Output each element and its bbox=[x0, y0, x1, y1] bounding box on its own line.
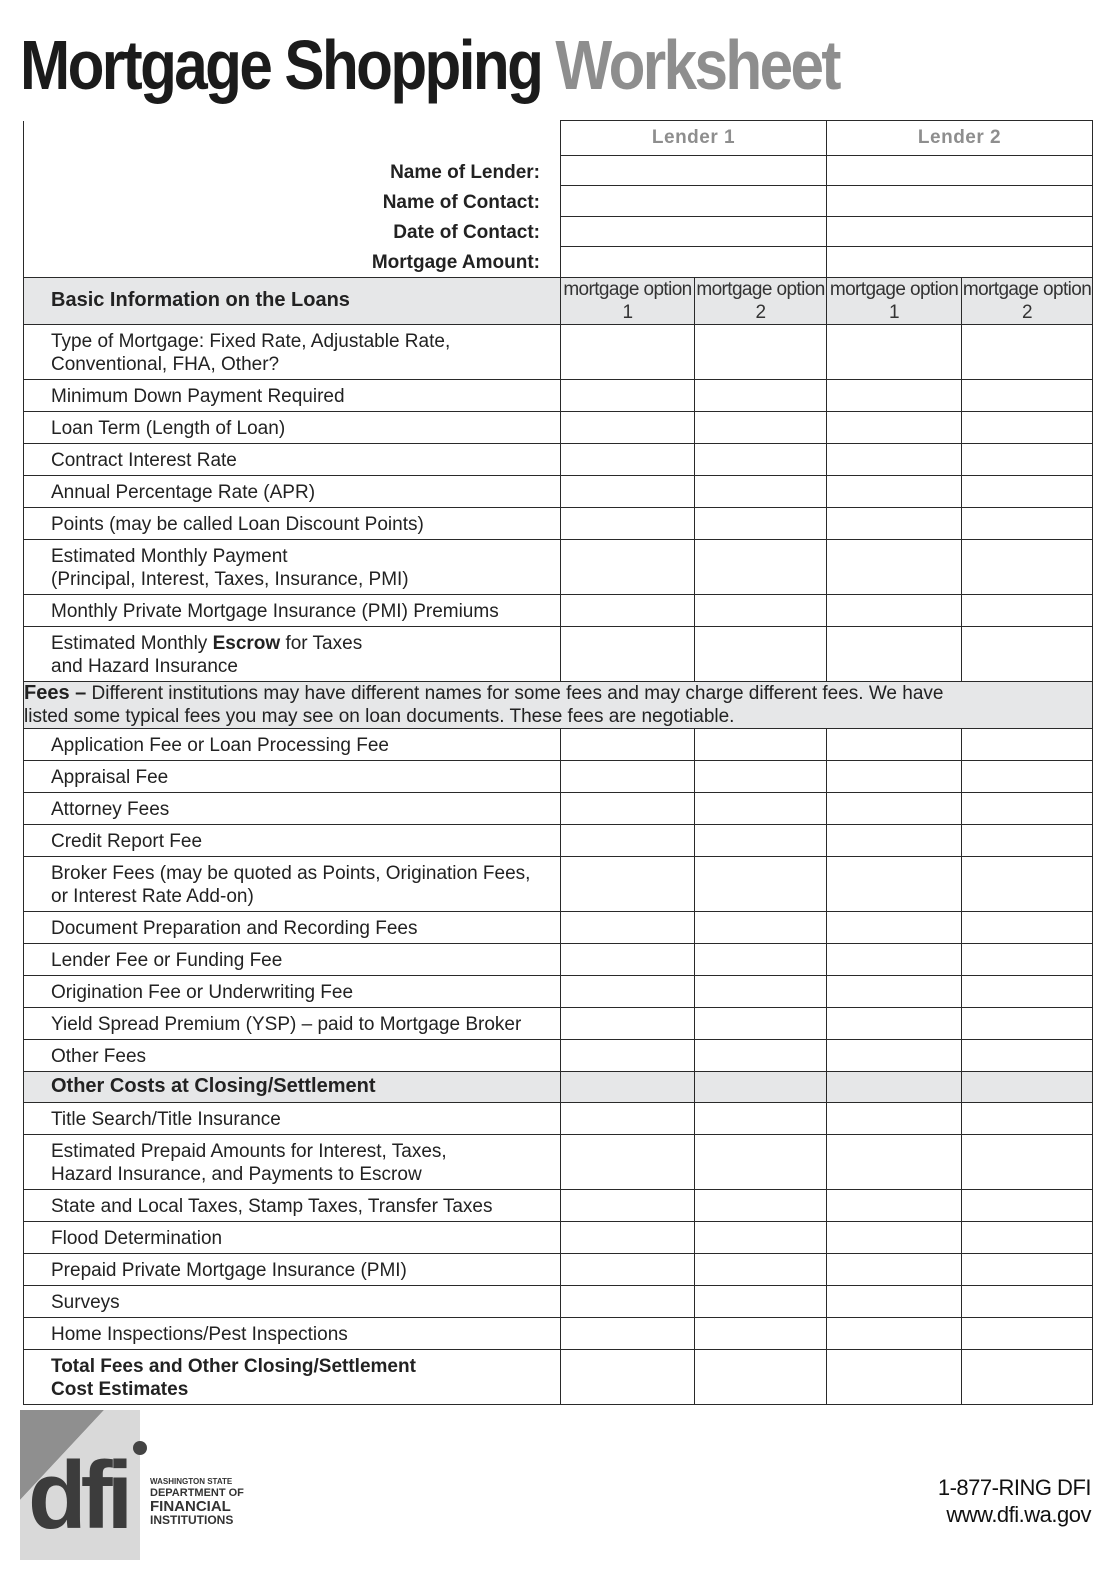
input-cell[interactable] bbox=[695, 792, 827, 824]
row-label-line: Estimated Monthly Payment bbox=[51, 545, 288, 567]
input-cell[interactable] bbox=[827, 824, 962, 856]
logo-line-4: INSTITUTIONS bbox=[150, 1513, 234, 1527]
input-cell[interactable] bbox=[827, 760, 962, 792]
row-label-line: Estimated Prepaid Amounts for Interest, Taxes, bbox=[51, 1140, 447, 1162]
row-label bbox=[24, 507, 561, 539]
input-cell[interactable] bbox=[695, 594, 827, 626]
fees-note-line: listed some typical fees you may see on loan documents. These fees are negotiable. bbox=[24, 705, 735, 727]
table-row bbox=[24, 594, 1093, 626]
input-cell[interactable] bbox=[827, 856, 962, 911]
row-label bbox=[24, 1349, 561, 1404]
input-cell[interactable] bbox=[695, 1134, 827, 1189]
section-title: Basic Information on the Loans bbox=[24, 277, 561, 324]
input-cell[interactable] bbox=[695, 539, 827, 594]
input-cell[interactable] bbox=[695, 943, 827, 975]
option-heading: mortgage option 2 bbox=[962, 278, 1092, 323]
row-label-line: State and Local Taxes, Stamp Taxes, Transfer Taxes bbox=[51, 1195, 493, 1217]
phone-number: 1-877-RING DFI bbox=[937, 1475, 1091, 1500]
input-cell[interactable] bbox=[695, 626, 827, 681]
row-label-line: Hazard Insurance, and Payments to Escrow bbox=[51, 1163, 422, 1185]
input-cell[interactable] bbox=[695, 324, 827, 379]
input-cell[interactable] bbox=[962, 626, 1093, 681]
input-cell[interactable] bbox=[695, 1102, 827, 1134]
row-label-line: Yield Spread Premium (YSP) – paid to Mortgage Broker bbox=[51, 1013, 522, 1035]
escrow-post: for Taxes bbox=[280, 632, 363, 654]
section-filler bbox=[827, 1071, 962, 1102]
input-cell[interactable] bbox=[962, 1039, 1093, 1071]
table-row bbox=[24, 728, 1093, 760]
input-cell[interactable] bbox=[561, 824, 695, 856]
input-cell[interactable] bbox=[962, 411, 1093, 443]
input-cell[interactable] bbox=[827, 1039, 962, 1071]
input-cell[interactable] bbox=[827, 1253, 962, 1285]
row-label bbox=[24, 1039, 561, 1071]
row-label-line: Contract Interest Rate bbox=[51, 449, 237, 471]
row-label bbox=[24, 1189, 561, 1221]
input-cell[interactable] bbox=[695, 856, 827, 911]
input-cell[interactable] bbox=[561, 1189, 695, 1221]
input-cell[interactable] bbox=[827, 539, 962, 594]
input-cell[interactable] bbox=[827, 1349, 962, 1404]
row-label bbox=[24, 475, 561, 507]
input-cell[interactable] bbox=[561, 1102, 695, 1134]
input-cell[interactable] bbox=[561, 760, 695, 792]
table-row bbox=[24, 760, 1093, 792]
section-filler bbox=[962, 1071, 1093, 1102]
row-label-line: Monthly Private Mortgage Insurance (PMI) Premiums bbox=[51, 600, 499, 622]
lender-heading: Lender 1 bbox=[561, 121, 827, 156]
input-cell[interactable] bbox=[695, 1317, 827, 1349]
row-label-line: Conventional, FHA, Other? bbox=[51, 353, 280, 375]
row-label-line: (Principal, Interest, Taxes, Insurance, PMI) bbox=[51, 568, 409, 590]
input-cell[interactable] bbox=[695, 1349, 827, 1404]
input-cell[interactable] bbox=[695, 975, 827, 1007]
table-row bbox=[24, 475, 1093, 507]
input-cell[interactable] bbox=[962, 856, 1093, 911]
basic-section-header bbox=[24, 277, 1093, 324]
row-label bbox=[24, 539, 561, 594]
input-cell[interactable] bbox=[695, 728, 827, 760]
lender-info-label: Mortgage Amount: bbox=[371, 251, 540, 273]
table-row bbox=[24, 943, 1093, 975]
input-cell[interactable] bbox=[695, 1285, 827, 1317]
input-cell[interactable] bbox=[561, 975, 695, 1007]
input-cell[interactable] bbox=[962, 760, 1093, 792]
input-cell[interactable] bbox=[962, 594, 1093, 626]
table-row bbox=[24, 975, 1093, 1007]
input-cell[interactable] bbox=[962, 1007, 1093, 1039]
input-cell[interactable] bbox=[561, 1221, 695, 1253]
row-label bbox=[24, 1134, 561, 1189]
input-cell[interactable] bbox=[962, 507, 1093, 539]
table-row bbox=[24, 1102, 1093, 1134]
section-filler bbox=[695, 1071, 827, 1102]
input-cell[interactable] bbox=[962, 379, 1093, 411]
input-cell[interactable] bbox=[962, 943, 1093, 975]
input-cell[interactable] bbox=[827, 411, 962, 443]
row-label-line: or Interest Rate Add-on) bbox=[51, 885, 254, 907]
total-row bbox=[24, 1349, 1093, 1404]
row-label bbox=[24, 411, 561, 443]
row-label bbox=[24, 1317, 561, 1349]
lender-2-input[interactable] bbox=[827, 155, 1093, 185]
input-cell[interactable] bbox=[561, 1317, 695, 1349]
input-cell[interactable] bbox=[962, 975, 1093, 1007]
row-label-line: Annual Percentage Rate (APR) bbox=[51, 481, 316, 503]
row-label-line: Flood Determination bbox=[51, 1227, 223, 1249]
lender-2-input[interactable] bbox=[827, 186, 1093, 216]
input-cell[interactable] bbox=[561, 379, 695, 411]
table-row bbox=[24, 1285, 1093, 1317]
fees-note-text: Different institutions may have different names for some fees and may charge different fees. We have bbox=[86, 682, 944, 704]
input-cell[interactable] bbox=[561, 1039, 695, 1071]
row-label bbox=[24, 443, 561, 475]
website-link[interactable]: www.dfi.wa.gov bbox=[946, 1502, 1091, 1527]
input-cell[interactable] bbox=[962, 1134, 1093, 1189]
input-cell[interactable] bbox=[962, 1102, 1093, 1134]
lender-info-label: Name of Contact: bbox=[382, 191, 540, 213]
row-label-line: Loan Term (Length of Loan) bbox=[51, 417, 286, 439]
input-cell[interactable] bbox=[827, 911, 962, 943]
input-cell[interactable] bbox=[561, 1134, 695, 1189]
input-cell[interactable] bbox=[827, 507, 962, 539]
input-cell[interactable] bbox=[695, 911, 827, 943]
input-cell[interactable] bbox=[561, 856, 695, 911]
input-cell[interactable] bbox=[561, 1349, 695, 1404]
table-row bbox=[24, 324, 1093, 379]
row-label-line: Cost Estimates bbox=[51, 1378, 189, 1400]
row-label bbox=[24, 792, 561, 824]
input-cell[interactable] bbox=[561, 1253, 695, 1285]
row-label-line: Surveys bbox=[51, 1291, 120, 1313]
input-cell[interactable] bbox=[695, 443, 827, 475]
row-label bbox=[24, 856, 561, 911]
escrow-pre: Estimated Monthly bbox=[51, 632, 213, 654]
input-cell[interactable] bbox=[962, 1349, 1093, 1404]
input-cell[interactable] bbox=[962, 1221, 1093, 1253]
lender-1-input[interactable] bbox=[561, 247, 827, 278]
input-cell[interactable] bbox=[695, 507, 827, 539]
row-label-line: Type of Mortgage: Fixed Rate, Adjustable Rate, bbox=[51, 330, 451, 352]
input-cell[interactable] bbox=[962, 1253, 1093, 1285]
table-row bbox=[24, 379, 1093, 411]
table-row bbox=[24, 1039, 1093, 1071]
lender-info-label: Name of Lender: bbox=[390, 161, 540, 183]
input-cell[interactable] bbox=[827, 379, 962, 411]
option-heading: mortgage option 2 bbox=[696, 278, 825, 323]
section-title: Fees – bbox=[24, 681, 87, 704]
input-cell[interactable] bbox=[695, 1189, 827, 1221]
fees-note bbox=[24, 681, 1093, 728]
input-cell[interactable] bbox=[827, 475, 962, 507]
row-label bbox=[24, 760, 561, 792]
table-row bbox=[24, 1007, 1093, 1039]
row-label-line: Title Search/Title Insurance bbox=[51, 1108, 281, 1130]
escrow-bold: Escrow bbox=[212, 632, 281, 654]
fees-note-line bbox=[24, 682, 1092, 705]
closing-section-header bbox=[24, 1071, 1093, 1102]
logo-line-3: FINANCIAL bbox=[150, 1498, 231, 1515]
lender-1-input[interactable] bbox=[561, 216, 827, 246]
lender-1-input[interactable] bbox=[561, 155, 827, 185]
input-cell[interactable] bbox=[962, 824, 1093, 856]
row-label-line: and Hazard Insurance bbox=[51, 655, 238, 677]
worksheet-table bbox=[23, 120, 1093, 1405]
input-cell[interactable] bbox=[827, 626, 962, 681]
row-label-line: Appraisal Fee bbox=[51, 766, 169, 788]
input-cell[interactable] bbox=[561, 1007, 695, 1039]
contact-info bbox=[938, 1474, 1091, 1528]
row-label-line: Other Fees bbox=[51, 1045, 147, 1067]
input-cell[interactable] bbox=[962, 539, 1093, 594]
input-cell[interactable] bbox=[827, 1221, 962, 1253]
row-label bbox=[24, 911, 561, 943]
table-row bbox=[24, 824, 1093, 856]
lender-info-labels bbox=[24, 121, 561, 278]
input-cell[interactable] bbox=[827, 324, 962, 379]
row-label-line: Document Preparation and Recording Fees bbox=[51, 917, 418, 939]
row-label-line: Home Inspections/Pest Inspections bbox=[51, 1323, 348, 1345]
row-label-line: Attorney Fees bbox=[51, 798, 170, 820]
lender-info-label-list bbox=[24, 121, 550, 277]
row-label-line: Lender Fee or Funding Fee bbox=[51, 949, 283, 971]
input-cell[interactable] bbox=[561, 507, 695, 539]
row-label bbox=[24, 943, 561, 975]
input-cell[interactable] bbox=[962, 728, 1093, 760]
input-cell[interactable] bbox=[695, 475, 827, 507]
input-cell[interactable] bbox=[561, 411, 695, 443]
row-label bbox=[24, 1007, 561, 1039]
input-cell[interactable] bbox=[695, 824, 827, 856]
input-cell[interactable] bbox=[561, 1285, 695, 1317]
lender-header-row bbox=[24, 121, 1093, 156]
row-label bbox=[24, 1221, 561, 1253]
input-cell[interactable] bbox=[827, 1007, 962, 1039]
row-label-line bbox=[51, 632, 560, 655]
row-label-line: Origination Fee or Underwriting Fee bbox=[51, 981, 354, 1003]
row-label bbox=[24, 1102, 561, 1134]
input-cell[interactable] bbox=[962, 1317, 1093, 1349]
input-cell[interactable] bbox=[561, 792, 695, 824]
table-row bbox=[24, 411, 1093, 443]
logo-dot bbox=[133, 1441, 147, 1455]
table-row bbox=[24, 626, 1093, 681]
input-cell[interactable] bbox=[827, 792, 962, 824]
row-label bbox=[24, 379, 561, 411]
table-row bbox=[24, 539, 1093, 594]
table-row bbox=[24, 911, 1093, 943]
title-part-1: Mortgage Shopping bbox=[20, 26, 542, 104]
input-cell[interactable] bbox=[962, 443, 1093, 475]
input-cell[interactable] bbox=[695, 1221, 827, 1253]
lender-1-input[interactable] bbox=[561, 186, 827, 216]
lender-2-input[interactable] bbox=[827, 247, 1093, 278]
input-cell[interactable] bbox=[827, 1317, 962, 1349]
row-label bbox=[24, 1253, 561, 1285]
logo-line-2: DEPARTMENT OF bbox=[150, 1487, 244, 1499]
input-cell[interactable] bbox=[561, 539, 695, 594]
input-cell[interactable] bbox=[962, 475, 1093, 507]
logo-letters: dfi bbox=[28, 1442, 128, 1549]
input-cell[interactable] bbox=[561, 626, 695, 681]
fees-section-header bbox=[24, 681, 1093, 728]
lender-2-input[interactable] bbox=[827, 216, 1093, 246]
table-row bbox=[24, 1253, 1093, 1285]
input-cell[interactable] bbox=[561, 475, 695, 507]
row-label bbox=[24, 1285, 561, 1317]
input-cell[interactable] bbox=[695, 1007, 827, 1039]
input-cell[interactable] bbox=[561, 943, 695, 975]
table-row bbox=[24, 1221, 1093, 1253]
input-cell[interactable] bbox=[561, 443, 695, 475]
lender-info-label: Date of Contact: bbox=[393, 221, 540, 243]
lender-heading: Lender 2 bbox=[827, 121, 1093, 156]
input-cell[interactable] bbox=[962, 792, 1093, 824]
input-cell[interactable] bbox=[561, 911, 695, 943]
page-title bbox=[20, 26, 839, 104]
input-cell[interactable] bbox=[827, 443, 962, 475]
table-row bbox=[24, 443, 1093, 475]
row-label bbox=[24, 824, 561, 856]
table-row bbox=[24, 507, 1093, 539]
input-cell[interactable] bbox=[561, 324, 695, 379]
row-label bbox=[24, 324, 561, 379]
input-cell[interactable] bbox=[827, 594, 962, 626]
table-row bbox=[24, 1317, 1093, 1349]
input-cell[interactable] bbox=[962, 1189, 1093, 1221]
dfi-logo bbox=[20, 1410, 280, 1560]
input-cell[interactable] bbox=[962, 1285, 1093, 1317]
option-heading: mortgage option 1 bbox=[827, 277, 962, 324]
row-label bbox=[24, 626, 561, 681]
section-title: Other Costs at Closing/Settlement bbox=[24, 1071, 561, 1102]
row-label bbox=[24, 594, 561, 626]
input-cell[interactable] bbox=[962, 911, 1093, 943]
row-label-line: Points (may be called Loan Discount Points) bbox=[51, 513, 424, 535]
logo-line-1: WASHINGTON STATE bbox=[150, 1477, 233, 1486]
input-cell[interactable] bbox=[827, 1134, 962, 1189]
table-row bbox=[24, 856, 1093, 911]
input-cell[interactable] bbox=[561, 594, 695, 626]
input-cell[interactable] bbox=[827, 1189, 962, 1221]
row-label-line: Application Fee or Loan Processing Fee bbox=[51, 734, 389, 756]
row-label-line: Broker Fees (may be quoted as Points, Origination Fees, bbox=[51, 862, 531, 884]
table-row bbox=[24, 1189, 1093, 1221]
input-cell[interactable] bbox=[827, 1102, 962, 1134]
input-cell[interactable] bbox=[695, 379, 827, 411]
row-label bbox=[24, 975, 561, 1007]
table-row bbox=[24, 792, 1093, 824]
input-cell[interactable] bbox=[962, 324, 1093, 379]
row-label-line: Prepaid Private Mortgage Insurance (PMI) bbox=[51, 1259, 407, 1281]
input-cell[interactable] bbox=[827, 1285, 962, 1317]
row-label bbox=[24, 728, 561, 760]
row-label-line: Credit Report Fee bbox=[51, 830, 203, 852]
title-part-2: Worksheet bbox=[555, 26, 839, 104]
section-filler bbox=[561, 1071, 695, 1102]
input-cell[interactable] bbox=[827, 975, 962, 1007]
input-cell[interactable] bbox=[827, 728, 962, 760]
table-row bbox=[24, 1134, 1093, 1189]
input-cell[interactable] bbox=[827, 943, 962, 975]
input-cell[interactable] bbox=[695, 1039, 827, 1071]
input-cell[interactable] bbox=[695, 411, 827, 443]
input-cell[interactable] bbox=[561, 728, 695, 760]
option-heading: mortgage option 1 bbox=[561, 277, 695, 324]
row-label-line: Minimum Down Payment Required bbox=[51, 385, 345, 407]
input-cell[interactable] bbox=[695, 760, 827, 792]
row-label-line: Total Fees and Other Closing/Settlement bbox=[51, 1355, 416, 1377]
input-cell[interactable] bbox=[695, 1253, 827, 1285]
